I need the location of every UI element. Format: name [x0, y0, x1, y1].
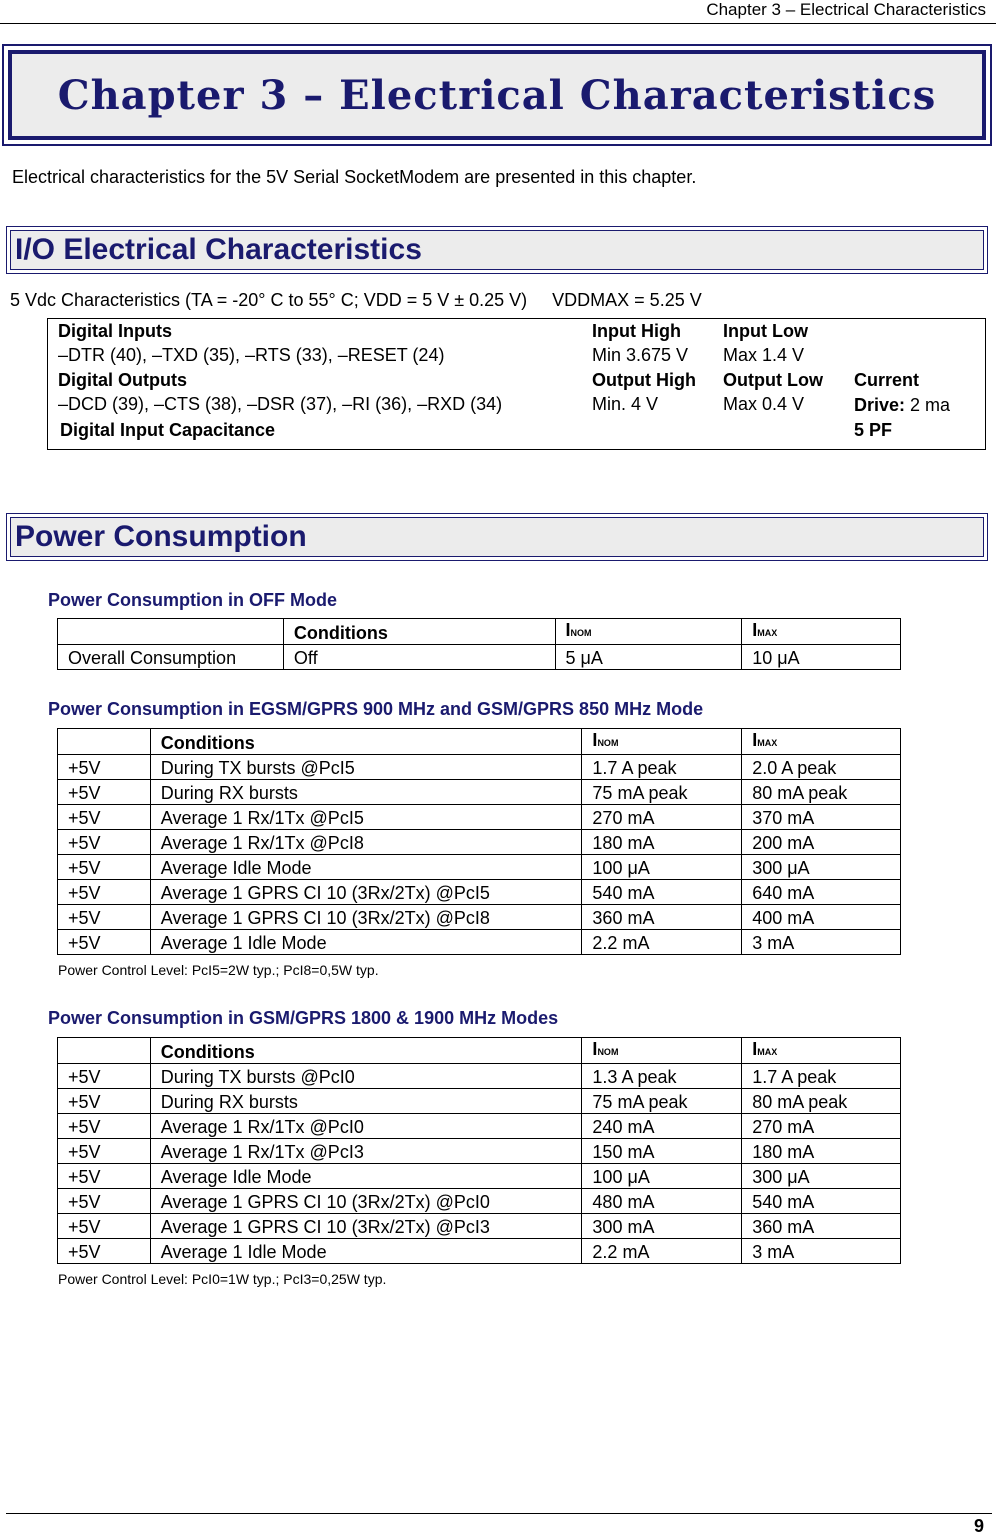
header-imax-i: I — [752, 620, 758, 640]
table-header-row — [58, 619, 901, 645]
header-inom-i: I — [565, 620, 571, 640]
row-voltage: +5V — [58, 755, 151, 780]
row-inom: 540 mA — [582, 880, 742, 905]
header-inom-sub: NOM — [570, 628, 592, 638]
gsm-mode-title: Power Consumption in GSM/GPRS 1800 & 1900 MHz Modes — [48, 1008, 559, 1028]
table-row — [58, 1114, 901, 1139]
chapter-title-inner — [8, 50, 986, 140]
header-imax — [742, 619, 901, 645]
row-conditions: During TX bursts @PcI5 — [150, 755, 582, 780]
row-conditions: Average Idle Mode — [150, 855, 582, 880]
running-header-text: Chapter 3 – Electrical Characteristics — [706, 0, 986, 19]
row-voltage: +5V — [58, 1164, 151, 1189]
header-imax-i: I — [752, 1039, 758, 1059]
row-inom: 100 μA — [582, 1164, 742, 1189]
io-characteristics-box — [47, 318, 986, 450]
table-row — [58, 1139, 901, 1164]
row-label: Overall Consumption — [58, 645, 284, 670]
off-mode-table — [57, 618, 901, 670]
row-voltage: +5V — [58, 855, 151, 880]
row-inom: 150 mA — [582, 1139, 742, 1164]
output-high-value: Min. 4 V — [592, 394, 659, 414]
header-inom-sub: NOM — [597, 1047, 619, 1057]
row-conditions: Average Idle Mode — [150, 1164, 582, 1189]
drive-current — [854, 395, 950, 416]
row-conditions: Average 1 Rx/1Tx @PcI3 — [150, 1139, 582, 1164]
row-imax: 80 mA peak — [742, 780, 901, 805]
input-low-label: Input Low — [723, 321, 808, 341]
header-blank — [58, 729, 151, 755]
row-inom: 2.2 mA — [582, 930, 742, 955]
header-imax — [742, 1038, 901, 1064]
intro-text: Electrical characteristics for the 5V Serial SocketModem are presented in this chapter. — [12, 167, 697, 187]
digital-outputs-label: Digital Outputs — [58, 370, 187, 390]
egsm-mode-table — [57, 728, 901, 955]
row-imax: 300 μA — [742, 1164, 901, 1189]
drive-label: Drive: — [854, 395, 906, 415]
row-conditions: During RX bursts — [150, 1089, 582, 1114]
row-imax: 370 mA — [742, 805, 901, 830]
row-inom: 360 mA — [582, 905, 742, 930]
row-inom: 2.2 mA — [582, 1239, 742, 1264]
row-conditions: Average 1 Idle Mode — [150, 930, 582, 955]
table-row — [58, 930, 901, 955]
row-inom: 270 mA — [582, 805, 742, 830]
row-voltage: +5V — [58, 1089, 151, 1114]
header-conditions: Conditions — [283, 619, 555, 645]
header-imax-sub: MAX — [757, 1047, 778, 1057]
header-imax-i: I — [752, 730, 758, 750]
header-blank — [58, 1038, 151, 1064]
row-voltage: +5V — [58, 880, 151, 905]
row-imax: 3 mA — [742, 1239, 901, 1264]
row-conditions: Average 1 GPRS CI 10 (3Rx/2Tx) @PcI3 — [150, 1214, 582, 1239]
row-imax: 400 mA — [742, 905, 901, 930]
table-row — [58, 855, 901, 880]
table-row — [58, 780, 901, 805]
row-voltage: +5V — [58, 1064, 151, 1089]
row-conditions: Average 1 Rx/1Tx @PcI0 — [150, 1114, 582, 1139]
table-row — [58, 1064, 901, 1089]
row-imax: 10 μA — [742, 645, 901, 670]
input-low-value: Max 1.4 V — [723, 345, 805, 365]
table-header-row — [58, 729, 901, 755]
row-inom: 75 mA peak — [582, 780, 742, 805]
row-imax: 80 mA peak — [742, 1089, 901, 1114]
output-low-label: Output Low — [723, 370, 823, 390]
row-conditions: Average 1 Rx/1Tx @PcI8 — [150, 830, 582, 855]
row-inom: 1.7 A peak — [582, 755, 742, 780]
row-imax: 540 mA — [742, 1189, 901, 1214]
current-label: Current — [854, 370, 920, 390]
row-inom: 240 mA — [582, 1114, 742, 1139]
row-imax: 3 mA — [742, 930, 901, 955]
table-row — [58, 1214, 901, 1239]
row-conditions: Average 1 GPRS CI 10 (3Rx/2Tx) @PcI0 — [150, 1189, 582, 1214]
header-inom — [582, 729, 742, 755]
row-imax: 200 mA — [742, 830, 901, 855]
vdc-conditions: 5 Vdc Characteristics (TA = -20° C to 55° C; VDD = 5 V ± 0.25 V) — [10, 290, 528, 310]
vdc-conditions-line — [10, 290, 702, 311]
drive-value: 2 ma — [910, 395, 951, 415]
power-section-title: Power Consumption — [15, 520, 307, 553]
header-blank — [58, 619, 284, 645]
gsm-note: Power Control Level: PcI0=1W typ.; PcI3=0,25W typ. — [58, 1271, 387, 1287]
table-row — [58, 755, 901, 780]
row-voltage: +5V — [58, 1139, 151, 1164]
header-inom-i: I — [592, 1039, 598, 1059]
chapter-title-box — [2, 44, 992, 146]
row-imax: 360 mA — [742, 1214, 901, 1239]
row-voltage: +5V — [58, 780, 151, 805]
row-inom: 300 mA — [582, 1214, 742, 1239]
row-voltage: +5V — [58, 1239, 151, 1264]
row-conditions: Average 1 Rx/1Tx @PcI5 — [150, 805, 582, 830]
row-voltage: +5V — [58, 905, 151, 930]
capacitance-value: 5 PF — [854, 420, 893, 440]
row-imax: 180 mA — [742, 1139, 901, 1164]
chapter-title: Chapter 3 – Electrical Characteristics — [57, 71, 937, 119]
table-row — [58, 905, 901, 930]
row-imax: 2.0 A peak — [742, 755, 901, 780]
header-imax-sub: MAX — [757, 738, 778, 748]
table-header-row — [58, 1038, 901, 1064]
row-voltage: +5V — [58, 1189, 151, 1214]
row-conditions: Average 1 GPRS CI 10 (3Rx/2Tx) @PcI8 — [150, 905, 582, 930]
running-header — [0, 0, 996, 24]
row-conditions: Average 1 GPRS CI 10 (3Rx/2Tx) @PcI5 — [150, 880, 582, 905]
row-imax: 270 mA — [742, 1114, 901, 1139]
row-conditions: Off — [283, 645, 555, 670]
row-inom: 180 mA — [582, 830, 742, 855]
row-imax: 1.7 A peak — [742, 1064, 901, 1089]
io-section-header-inner — [10, 230, 984, 270]
input-high-label: Input High — [592, 321, 681, 341]
table-row — [58, 880, 901, 905]
row-conditions: During TX bursts @PcI0 — [150, 1064, 582, 1089]
gsm-mode-table — [57, 1037, 901, 1264]
power-section-header-inner — [10, 517, 984, 557]
row-inom: 75 mA peak — [582, 1089, 742, 1114]
header-inom-i: I — [592, 730, 598, 750]
table-row — [58, 830, 901, 855]
input-high-value: Min 3.675 V — [592, 345, 689, 365]
table-row — [58, 645, 901, 670]
capacitance-label: Digital Input Capacitance — [60, 420, 276, 440]
row-inom: 100 μA — [582, 855, 742, 880]
table-row — [58, 805, 901, 830]
row-voltage: +5V — [58, 830, 151, 855]
vddmax: VDDMAX = 5.25 V — [552, 290, 702, 310]
header-imax-sub: MAX — [757, 628, 778, 638]
egsm-note: Power Control Level: PcI5=2W typ.; PcI8=0,5W typ. — [58, 962, 379, 978]
header-imax — [742, 729, 901, 755]
table-row — [58, 1164, 901, 1189]
row-imax: 640 mA — [742, 880, 901, 905]
off-mode-title: Power Consumption in OFF Mode — [48, 590, 337, 610]
row-conditions: Average 1 Idle Mode — [150, 1239, 582, 1264]
io-section-header — [6, 226, 988, 274]
power-section-header — [6, 513, 988, 561]
header-inom-sub: NOM — [597, 738, 619, 748]
table-row — [58, 1239, 901, 1264]
table-row — [58, 1189, 901, 1214]
header-conditions: Conditions — [150, 1038, 582, 1064]
io-section-title: I/O Electrical Characteristics — [15, 233, 422, 266]
row-voltage: +5V — [58, 805, 151, 830]
egsm-mode-title: Power Consumption in EGSM/GPRS 900 MHz and GSM/GPRS 850 MHz Mode — [48, 699, 704, 719]
page-number: 9 — [973, 1516, 984, 1536]
header-conditions: Conditions — [150, 729, 582, 755]
row-inom: 5 μA — [555, 645, 742, 670]
row-inom: 480 mA — [582, 1189, 742, 1214]
footer-rule — [6, 1513, 992, 1514]
digital-inputs-label: Digital Inputs — [58, 321, 172, 341]
digital-inputs-pins: –DTR (40), –TXD (35), –RTS (33), –RESET (24) — [58, 345, 445, 365]
row-voltage: +5V — [58, 1214, 151, 1239]
row-voltage: +5V — [58, 1114, 151, 1139]
row-inom: 1.3 A peak — [582, 1064, 742, 1089]
table-row — [58, 1089, 901, 1114]
output-high-label: Output High — [592, 370, 696, 390]
row-voltage: +5V — [58, 930, 151, 955]
row-imax: 300 μA — [742, 855, 901, 880]
digital-outputs-pins: –DCD (39), –CTS (38), –DSR (37), –RI (36), –RXD (34) — [58, 394, 503, 414]
header-inom — [555, 619, 742, 645]
header-inom — [582, 1038, 742, 1064]
output-low-value: Max 0.4 V — [723, 394, 805, 414]
row-conditions: During RX bursts — [150, 780, 582, 805]
